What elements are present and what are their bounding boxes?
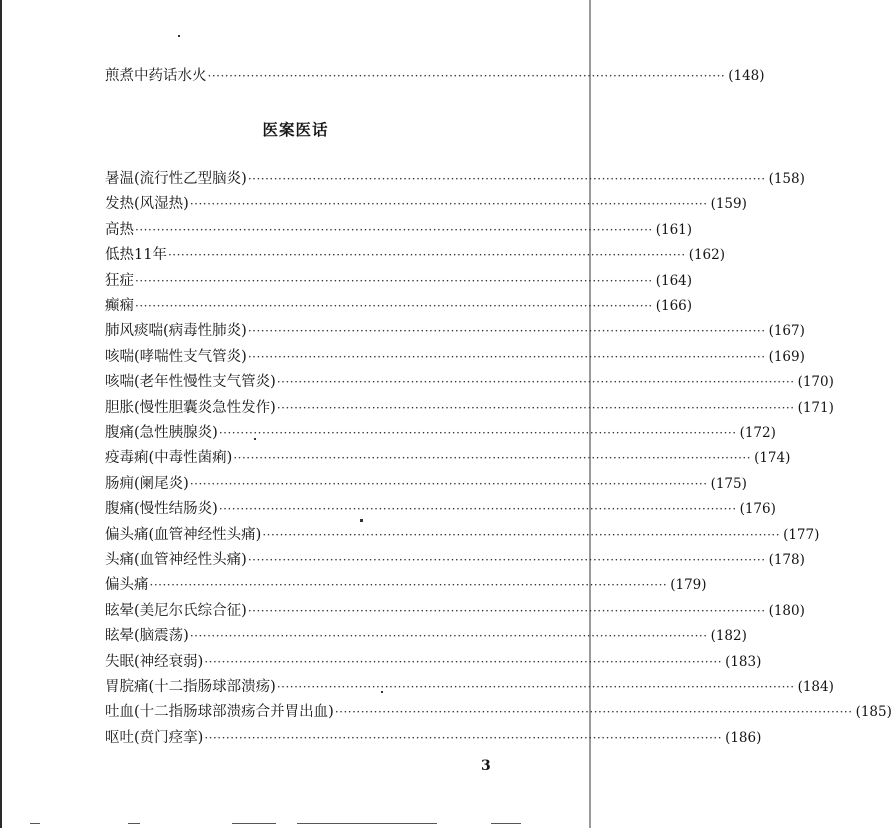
dot-leader: ························································································································ — [247, 172, 766, 186]
toc-entry[interactable] — [105, 727, 762, 749]
entry-title: 腹痛(急性胰腺炎) — [105, 425, 218, 441]
entry-page: (179) — [670, 577, 707, 594]
entry-title: 煎煮中药话水火 — [105, 68, 207, 84]
entry-page: (172) — [739, 425, 776, 441]
toc-entry[interactable] — [105, 168, 805, 190]
toc-entry[interactable] — [105, 651, 762, 673]
dot-leader: ························································································································ — [262, 527, 781, 542]
toc-entry[interactable] — [105, 320, 805, 342]
scan-edge-mark — [232, 823, 276, 824]
entry-page: (174) — [754, 450, 791, 467]
dot-leader: ························································································································ — [247, 324, 766, 339]
entry-title: 咳喘(哮喘性支气管炎) — [105, 348, 247, 365]
entry-title: 胆胀(慢性胆囊炎急性发作) — [105, 399, 276, 416]
entry-page: (186) — [725, 729, 762, 746]
toc-entry[interactable] — [105, 447, 791, 469]
dot-leader: ························································································································ — [247, 603, 766, 618]
entry-page: (175) — [710, 475, 747, 492]
entry-page: (180) — [768, 602, 805, 619]
toc-entry[interactable] — [105, 397, 834, 419]
entry-page: (158) — [768, 171, 805, 187]
scan-edge-mark — [297, 823, 437, 824]
section-heading: 医案医话 — [262, 121, 329, 139]
scan-edge-mark — [491, 823, 521, 824]
entry-title: 狂症 — [105, 272, 134, 289]
entry-page: (161) — [655, 221, 693, 238]
dot-leader: ························································································································ — [218, 502, 737, 517]
entry-title: 低热11年 — [105, 247, 167, 264]
toc-entry[interactable] — [105, 625, 747, 647]
scan-edge-mark — [128, 823, 140, 824]
entry-page: (167) — [768, 323, 805, 340]
dot-leader: ························································································································ — [149, 578, 668, 593]
entry-page: (178) — [768, 552, 805, 568]
entry-page: (184) — [797, 679, 834, 695]
entry-page: (164) — [655, 272, 693, 289]
toc-entry[interactable] — [105, 701, 892, 723]
scan-speck — [178, 35, 180, 37]
entry-title: 呕吐(贲门痉挛) — [105, 729, 204, 746]
entry-title: 肠痈(阑尾炎) — [105, 475, 189, 492]
dot-leader: ························································································································ — [204, 654, 723, 669]
entry-page: (176) — [739, 501, 776, 518]
entry-page: (177) — [783, 526, 820, 543]
toc-entry[interactable] — [105, 549, 805, 571]
toc-entry[interactable] — [105, 270, 693, 292]
entry-title: 高热 — [105, 221, 134, 238]
toc-entry[interactable] — [105, 346, 805, 368]
dot-leader: ························································································································ — [233, 451, 752, 466]
entry-title: 胃脘痛(十二指肠球部溃疡) — [105, 679, 276, 695]
entry-title: 咳喘(老年性慢性支气管炎) — [105, 374, 276, 391]
entry-title: 吐血(十二指肠球部溃疡合并胃出血) — [105, 704, 334, 721]
entry-title: 偏头痛 — [105, 577, 149, 594]
dot-leader: ························································································································ — [135, 299, 653, 313]
dot-leader: ························································································································ — [189, 197, 708, 212]
entry-title: 癫痫 — [105, 298, 134, 314]
entry-title: 腹痛(慢性结肠炎) — [105, 501, 218, 518]
entry-title: 眩晕(脑震荡) — [105, 628, 189, 645]
entry-title: 偏头痛(血管神经性头痛) — [105, 526, 262, 543]
toc-entry[interactable] — [105, 524, 820, 546]
entry-page: (148) — [728, 68, 765, 84]
toc-entry[interactable] — [105, 600, 805, 622]
scan-edge-mark — [30, 823, 40, 824]
entry-title: 发热(风湿热) — [105, 196, 189, 213]
entry-title: 头痛(血管神经性头痛) — [105, 552, 247, 568]
entry-page: (166) — [655, 298, 693, 314]
entry-page: (171) — [797, 399, 834, 416]
entry-title: 疫毒痢(中毒性菌痢) — [105, 450, 233, 467]
entry-page: (185) — [855, 704, 892, 721]
entry-title: 肺风痰喘(病毒性肺炎) — [105, 323, 247, 340]
dot-leader: ························································································································ — [207, 69, 726, 83]
dot-leader: ························································································································ — [334, 705, 853, 720]
toc-entry[interactable] — [105, 219, 693, 241]
dot-leader: ························································································································ — [204, 730, 723, 745]
toc-entry[interactable] — [105, 473, 747, 495]
dot-leader: ························································································································ — [135, 222, 653, 237]
dot-leader: ························································································································ — [189, 476, 708, 491]
entry-page: (170) — [797, 374, 834, 391]
dot-leader: ························································································································ — [218, 426, 737, 440]
dot-leader: ························································································································ — [276, 680, 795, 694]
dot-leader: ························································································································ — [276, 400, 795, 415]
entry-page: (162) — [688, 247, 725, 264]
toc-entry[interactable] — [105, 193, 747, 215]
toc-entry[interactable] — [105, 244, 725, 266]
dot-leader: ························································································································ — [276, 375, 795, 390]
toc-entry[interactable] — [105, 295, 693, 317]
page-number: 3 — [481, 758, 491, 774]
entry-page: (159) — [710, 196, 747, 213]
entry-page: (183) — [725, 653, 762, 670]
dot-leader: ························································································································ — [189, 629, 708, 644]
entry-page: (182) — [710, 628, 747, 645]
entry-title: 暑温(流行性乙型脑炎) — [105, 171, 247, 187]
toc-entry[interactable] — [105, 371, 834, 393]
dot-leader: ························································································································ — [167, 248, 686, 263]
toc-entry[interactable] — [105, 676, 834, 698]
entry-title: 眩晕(美尼尔氏综合征) — [105, 602, 247, 619]
dot-leader: ························································································································ — [247, 349, 766, 364]
dot-leader: ························································································································ — [135, 273, 653, 288]
dot-leader: ························································································································ — [247, 553, 766, 567]
entry-page: (169) — [768, 348, 805, 365]
toc-entry[interactable] — [105, 65, 765, 87]
toc-entry[interactable] — [105, 422, 776, 444]
toc-entry[interactable] — [105, 498, 776, 520]
entry-title: 失眠(神经衰弱) — [105, 653, 204, 670]
toc-entry[interactable] — [105, 574, 707, 596]
